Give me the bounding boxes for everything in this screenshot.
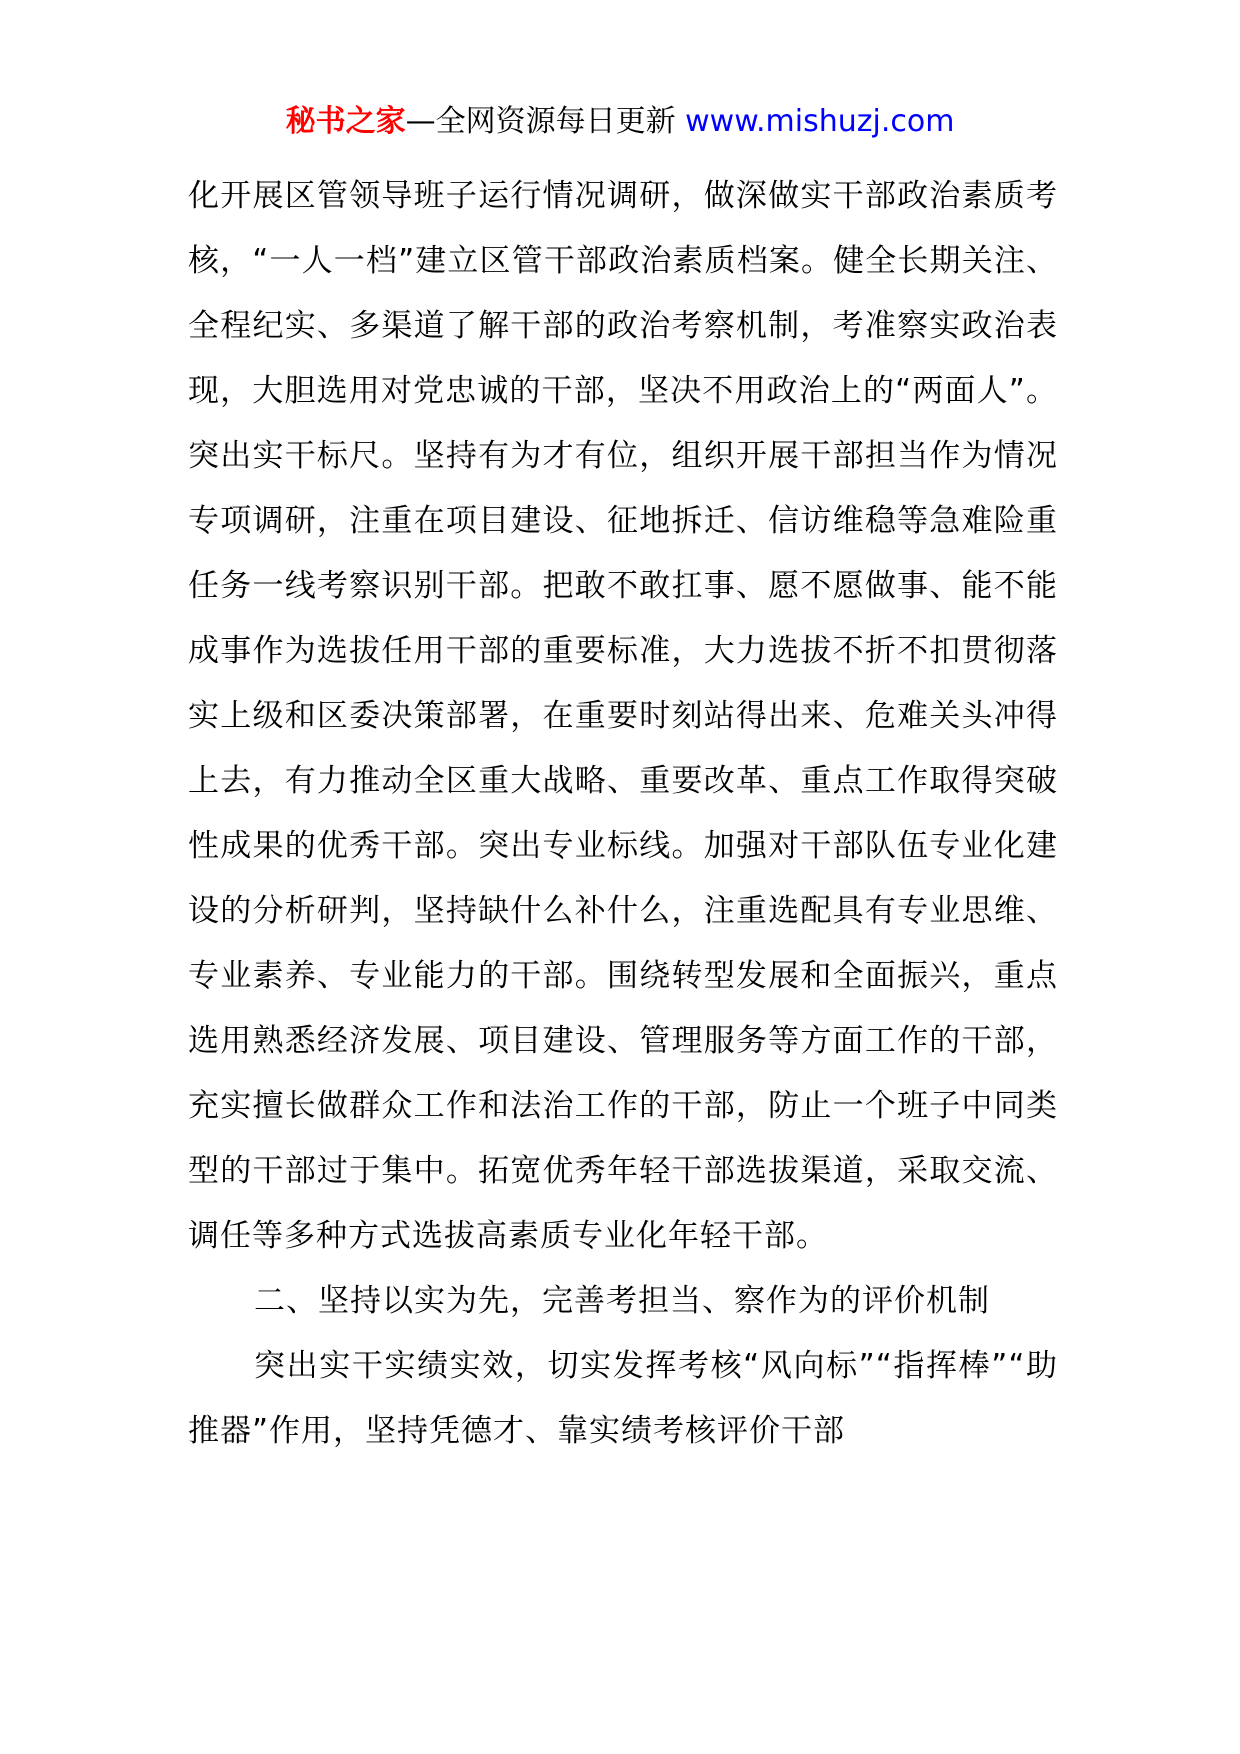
site-slogan: —全网资源每日更新 bbox=[405, 104, 686, 139]
section-heading: 二、坚持以实为先，完善考担当、察作为的评价机制 bbox=[254, 1283, 990, 1319]
body-paragraph: 化开展区管领导班子运行情况调研，做深做实干部政治素质考核，“一人一档”建立区管干部政治素质档案。健全长期关注、全程纪实、多渠道了解干部的政治考察机制，考准察实政治表现，大胆选用对党忠诚的干部，坚决不用政治上的“两面人”。突出实干标尺。坚持有为才有位，组织开展干部担当作为情况专项调研，注重在项目建设、征地拆迁、信访维稳等急难险重任务一线考察识别干部。把敢不敢扛事、愿不愿做事、能不能成事作为选拔任用干部的重要标准，大力选拔不折不扣贯彻落实上级和区委决策部署，在重要时刻站得出来、危难关头冲得上去，有力推动全区重大战略、重要改革、重点工作取得突破性成果的优秀干部。突出专业标线。加强对干部队伍专业化建设的分析研判，坚持缺什么补什么，注重选配具有专业思维、专业素养、专业能力的干部。围绕转型发展和全面振兴，重点选用熟悉经济发展、项目建设、管理服务等方面工作的干部，充实擅长做群众工作和法治工作的干部，防止一个班子中同类型的干部过于集中。拓宽优秀年轻干部选拔渠道，采取交流、调任等多种方式选拔高素质专业化年轻干部。 bbox=[188, 178, 1058, 1254]
site-url-link[interactable]: www.mishuzj.com bbox=[685, 104, 955, 139]
document-body bbox=[188, 164, 1058, 1464]
site-brand: 秘书之家 bbox=[285, 104, 406, 139]
site-header bbox=[0, 100, 1240, 144]
body-paragraph: 突出实干实绩实效，切实发挥考核“风向标”“指挥棒”“助推器”作用，坚持凭德才、靠实绩考核评价干部 bbox=[188, 1348, 1058, 1449]
